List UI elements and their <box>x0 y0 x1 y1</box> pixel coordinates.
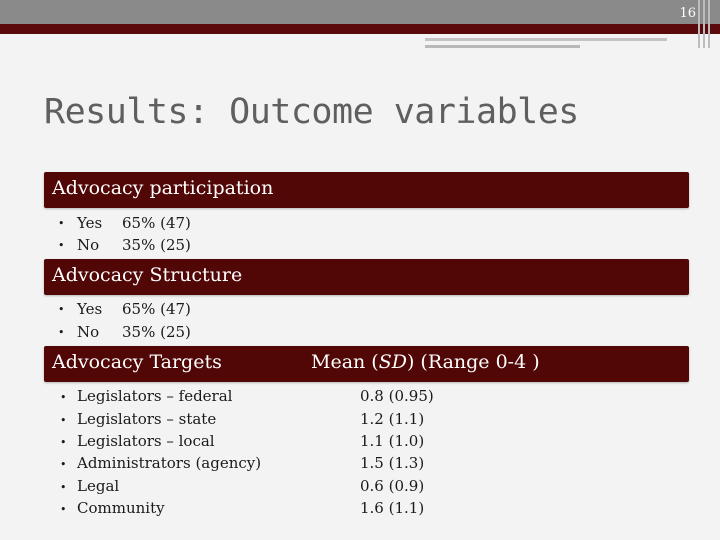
decorative-line <box>425 45 580 48</box>
header-bar <box>0 0 720 24</box>
bullet: • <box>58 303 65 316</box>
section-heading: Advocacy Targets <box>52 351 222 373</box>
row-value: 35% (25) <box>122 323 191 341</box>
column-header-italic: SD <box>378 351 407 373</box>
column-header <box>311 351 540 373</box>
row-label: No <box>77 323 100 341</box>
row-value: 65% (47) <box>122 214 191 232</box>
page-number: 16 <box>679 6 696 21</box>
target-label: Legal <box>77 477 120 495</box>
bullet: • <box>60 414 67 427</box>
target-label: Legislators – local <box>77 432 215 450</box>
target-value: 1.5 (1.3) <box>360 454 425 472</box>
decorative-line <box>703 0 705 48</box>
target-label: Administrators (agency) <box>77 454 262 472</box>
section-header-advocacy-targets <box>44 346 689 382</box>
decorative-line <box>698 0 700 48</box>
column-header-suffix: ) (Range 0-4 ) <box>406 351 540 373</box>
target-value: 0.6 (0.9) <box>360 477 425 495</box>
row-label: Yes <box>77 300 103 318</box>
target-value: 1.6 (1.1) <box>360 499 425 517</box>
row-value: 65% (47) <box>122 300 191 318</box>
bullet: • <box>60 481 67 494</box>
target-label: Community <box>77 499 165 517</box>
section-header-advocacy-participation <box>44 172 689 208</box>
target-value: 0.8 (0.95) <box>360 387 434 405</box>
bullet: • <box>60 458 67 471</box>
bullet: • <box>58 326 65 339</box>
target-label: Legislators – state <box>77 410 217 428</box>
header-accent-bar <box>0 24 720 34</box>
section-header-advocacy-structure <box>44 259 689 295</box>
row-value: 35% (25) <box>122 236 191 254</box>
bullet: • <box>58 217 65 230</box>
column-header-prefix: Mean ( <box>311 351 379 373</box>
section-heading: Advocacy participation <box>52 177 274 199</box>
bullet: • <box>60 436 67 449</box>
slide-title: Results: Outcome variables <box>44 92 579 132</box>
target-value: 1.1 (1.0) <box>360 432 425 450</box>
row-label: No <box>77 236 100 254</box>
row-label: Yes <box>77 214 103 232</box>
target-label: Legislators – federal <box>77 387 233 405</box>
decorative-line <box>425 38 667 41</box>
bullet: • <box>60 503 67 516</box>
bullet: • <box>58 239 65 252</box>
decorative-line <box>708 0 710 48</box>
section-heading: Advocacy Structure <box>52 264 243 286</box>
bullet: • <box>60 391 67 404</box>
target-value: 1.2 (1.1) <box>360 410 425 428</box>
